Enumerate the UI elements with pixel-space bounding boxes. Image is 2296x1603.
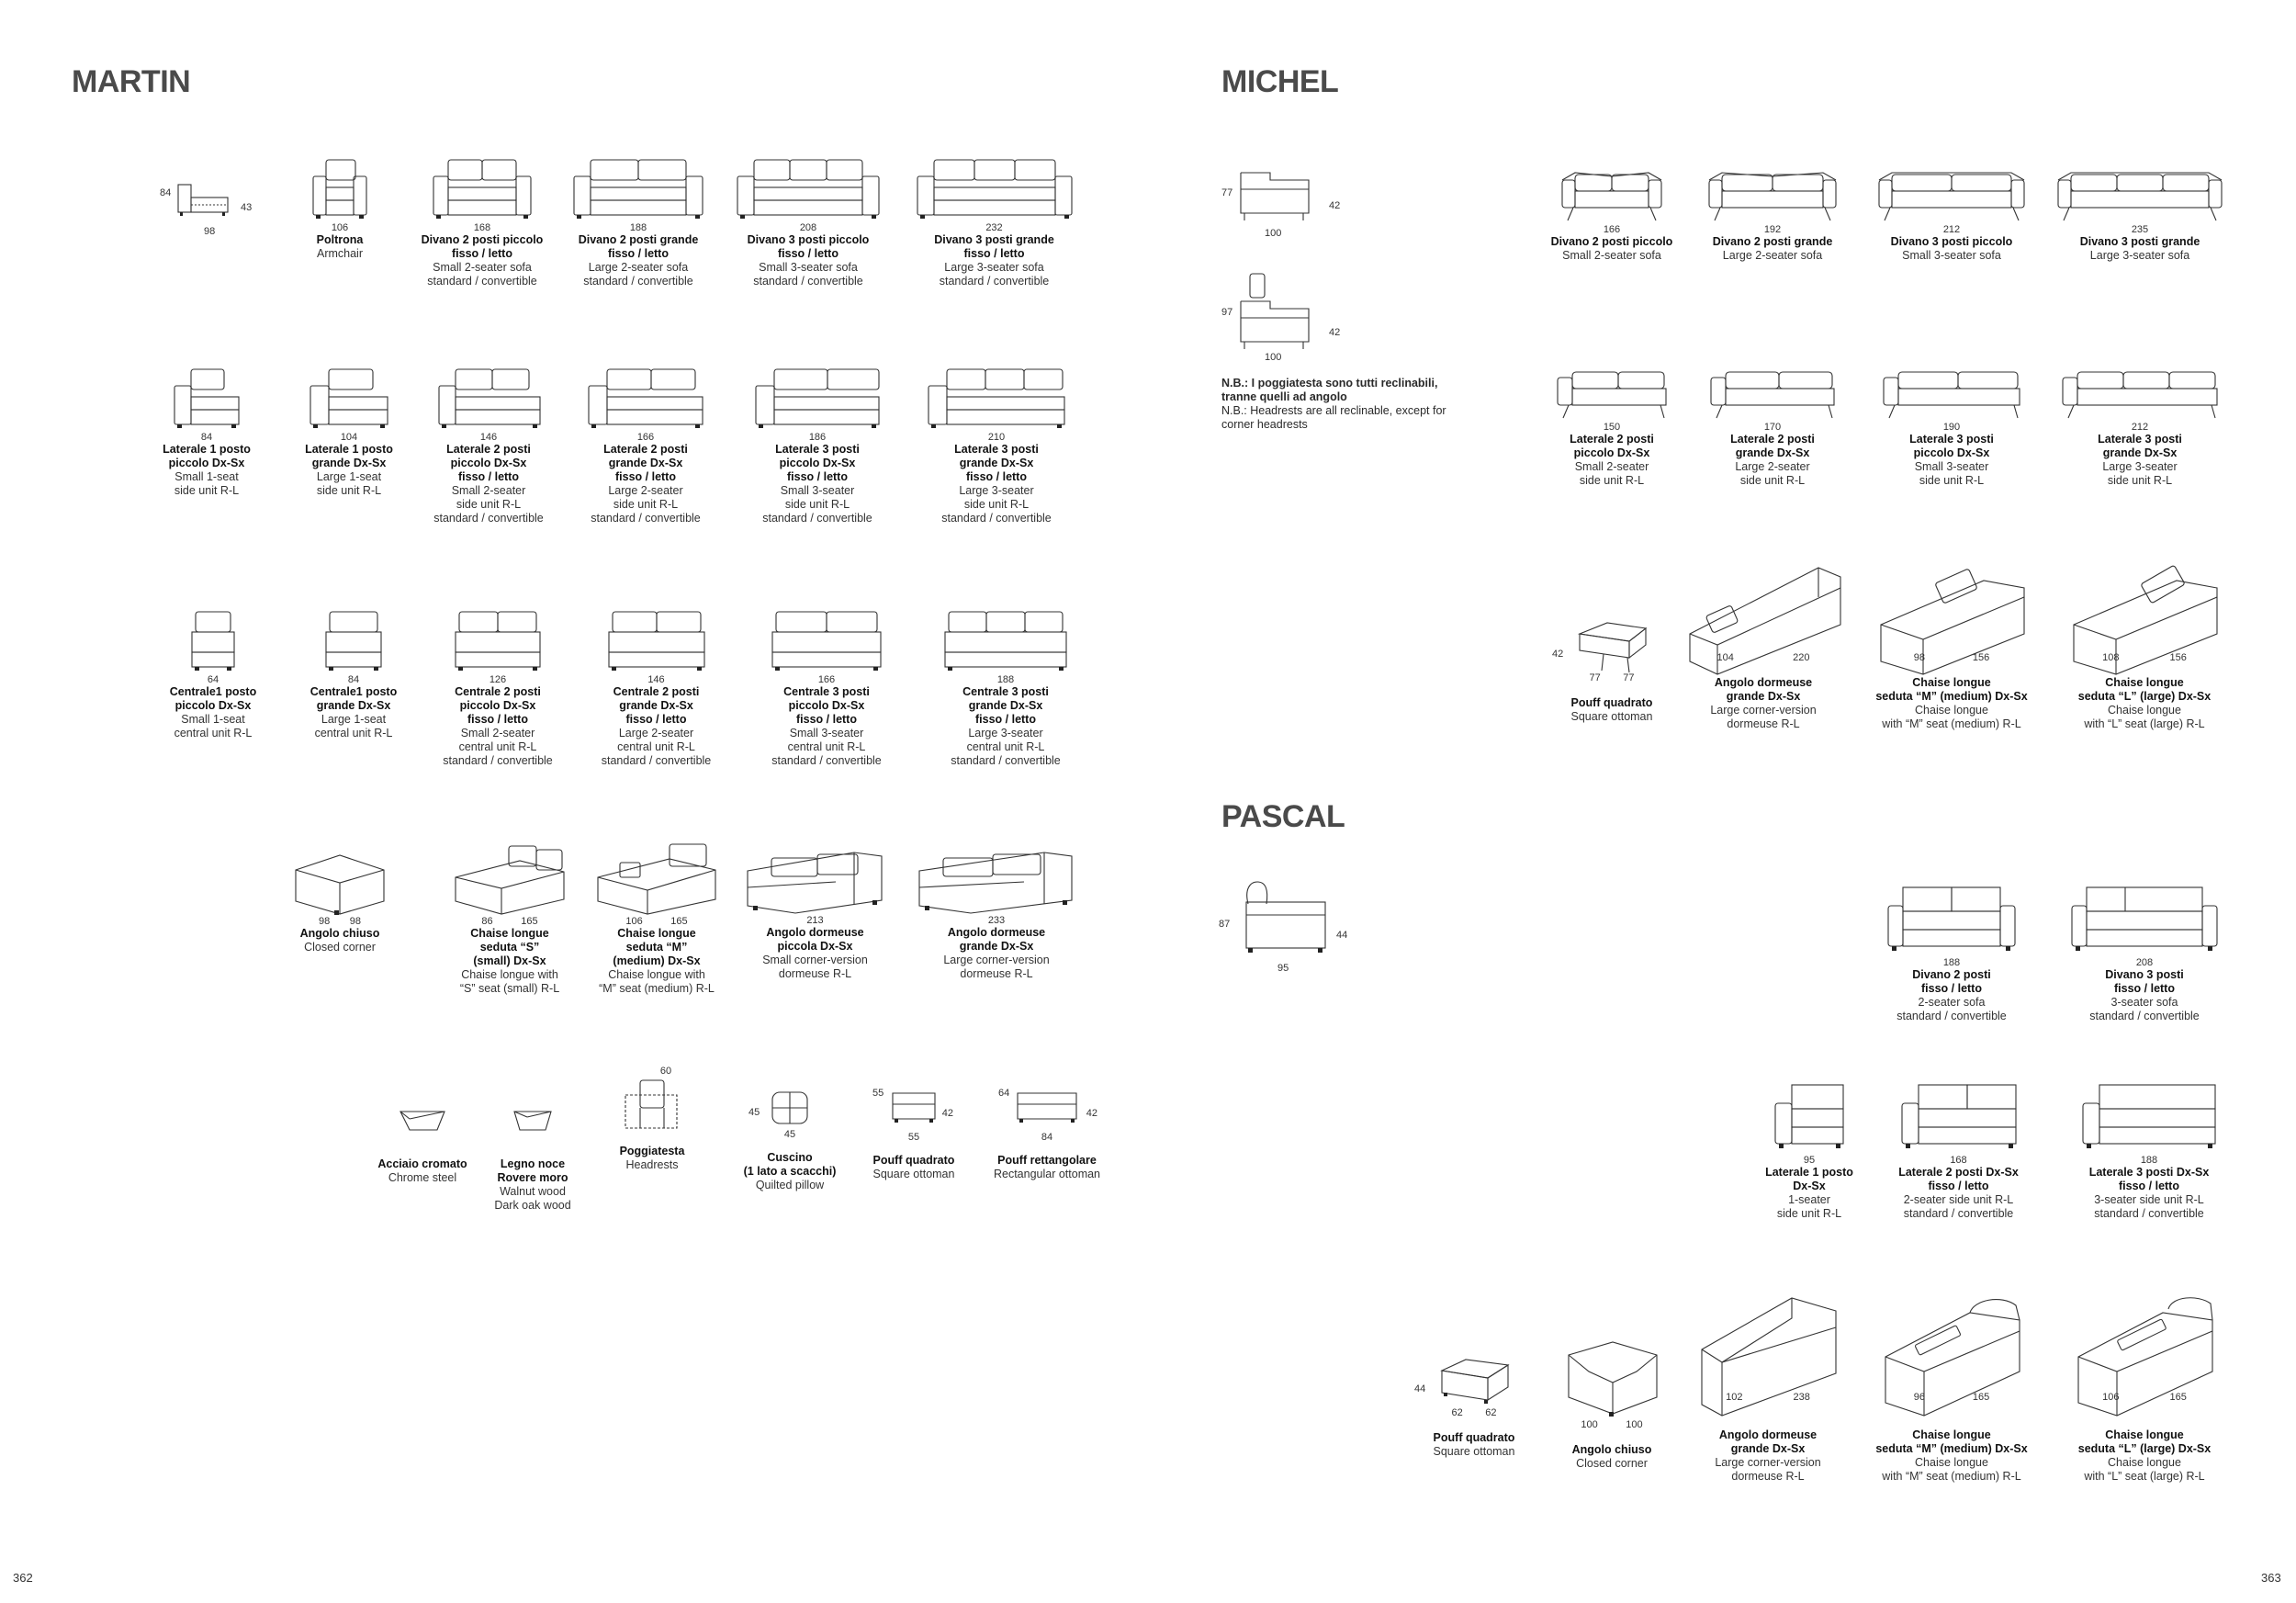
side-unit-icon bbox=[1895, 1079, 2023, 1155]
item-width: 126 bbox=[489, 674, 507, 685]
item-name-it: Angolo dormeuse grande Dx-Sx bbox=[1714, 676, 1813, 703]
dim-height: 87 bbox=[1219, 919, 1231, 930]
item-name-en: Small 3-seater sofa standard / convertible bbox=[753, 261, 863, 288]
item-name-it: Laterale 2 posti grande Dx-Sx fisso / letto bbox=[603, 443, 688, 483]
side-unit-icon bbox=[1705, 363, 1840, 422]
item-width: 64 bbox=[207, 674, 219, 685]
item-name-it: Laterale 2 posti piccolo Dx-Sx fisso / letto bbox=[446, 443, 531, 483]
item-name-en: Square ottoman bbox=[872, 1168, 955, 1180]
item-name-it: Acciaio cromato bbox=[377, 1157, 467, 1170]
pascal-side-2 bbox=[1874, 1079, 2043, 1221]
martin-central-1-small bbox=[158, 608, 268, 740]
item-name-en: Chaise longue with “M” seat (medium) R-L bbox=[1882, 704, 2021, 730]
dim-depth-2: 156 bbox=[2169, 652, 2187, 663]
item-name-it: Divano 3 posti piccolo bbox=[1890, 235, 2013, 248]
item-name-en: 2-seater sofa standard / convertible bbox=[1896, 996, 2007, 1022]
item-name-en: Small 2-seater sofa bbox=[1562, 249, 1661, 262]
foot-icon bbox=[395, 1102, 450, 1139]
michel-sofa-2-large bbox=[1694, 165, 1851, 263]
pascal-square-ottoman bbox=[1414, 1350, 1534, 1459]
item-width: 166 bbox=[1603, 224, 1621, 235]
side-unit-icon bbox=[581, 366, 710, 432]
item-name-it: Pouff quadrato bbox=[1570, 696, 1653, 709]
dim-depth-2: 165 bbox=[670, 916, 688, 927]
michel-chaise-l bbox=[2057, 560, 2232, 731]
item-name-en: Small 2-seater side unit R-L standard / convertible bbox=[433, 484, 544, 525]
side-unit-icon bbox=[2057, 363, 2223, 422]
side-unit-icon bbox=[2076, 1079, 2223, 1155]
side-unit-icon bbox=[1878, 363, 2025, 422]
michel-profile-2 bbox=[1217, 266, 1345, 367]
dim-height: 77 bbox=[1221, 187, 1233, 198]
dim-depth-1: 106 bbox=[625, 916, 643, 927]
item-name-en: Closed corner bbox=[1576, 1457, 1648, 1470]
item-width: 208 bbox=[2135, 957, 2154, 968]
dim-seat-height: 44 bbox=[1336, 930, 1348, 941]
item-width: 212 bbox=[2131, 422, 2149, 433]
item-name-it: Laterale 2 posti grande Dx-Sx bbox=[1730, 433, 1815, 459]
item-name-en: Large corner-version dormeuse R-L bbox=[1715, 1456, 1821, 1483]
pascal-side-3 bbox=[2062, 1079, 2236, 1221]
sofa-3-seat-icon bbox=[2053, 165, 2227, 224]
martin-sofa-3-large bbox=[909, 156, 1079, 288]
headrest-note bbox=[1221, 377, 1460, 432]
corner-unit-icon bbox=[288, 850, 391, 916]
dim-height: 42 bbox=[1086, 1108, 1097, 1119]
central-unit-icon bbox=[940, 608, 1072, 674]
corner-dormeuse-icon bbox=[744, 845, 887, 915]
martin-sofa-3-small bbox=[730, 156, 886, 288]
item-name-it: Divano 3 posti grande fisso / letto bbox=[934, 233, 1054, 260]
michel-side-2-small bbox=[1538, 363, 1685, 488]
item-width: 210 bbox=[987, 432, 1006, 443]
item-name-en: Large 1-seat side unit R-L bbox=[316, 470, 382, 497]
item-width: 235 bbox=[2131, 224, 2149, 235]
dim-depth: 100 bbox=[1265, 352, 1282, 363]
item-width: 150 bbox=[1603, 422, 1621, 433]
item-name-en: Walnut wood Dark oak wood bbox=[494, 1185, 571, 1212]
ottoman-icon bbox=[1433, 1350, 1515, 1411]
item-width: 213 bbox=[806, 915, 824, 926]
item-name-en: 2-seater side unit R-L standard / convertible bbox=[1903, 1193, 2014, 1220]
michel-sofa-3-large bbox=[2043, 165, 2236, 263]
item-width: 186 bbox=[808, 432, 827, 443]
item-width: 84 bbox=[347, 674, 360, 685]
page-number-left: 362 bbox=[13, 1571, 33, 1585]
dim-height: 97 bbox=[1221, 307, 1233, 318]
item-width: 190 bbox=[1942, 422, 1961, 433]
pascal-chaise-l bbox=[2057, 1291, 2232, 1484]
item-name-en: Quilted pillow bbox=[755, 1179, 825, 1191]
dim-depth-1: 104 bbox=[1716, 652, 1734, 663]
sofa-3-seat-icon bbox=[732, 156, 884, 222]
item-name-it: Angolo dormeuse grande Dx-Sx bbox=[1718, 1428, 1818, 1455]
martin-central-2-large bbox=[590, 608, 723, 768]
michel-side-2-large bbox=[1694, 363, 1851, 488]
martin-headrest bbox=[592, 1066, 712, 1172]
dim-depth: 95 bbox=[1277, 963, 1289, 974]
item-name-it: Chaise longue seduta “L” (large) Dx-Sx bbox=[2077, 676, 2212, 703]
item-name-en: Small 2-seater side unit R-L bbox=[1574, 460, 1649, 487]
item-name-en: Chaise longue with “M” seat (medium) R-L bbox=[1882, 1456, 2021, 1483]
item-name-en: Large corner-version dormeuse R-L bbox=[1710, 704, 1817, 730]
item-name-it: Laterale 1 posto grande Dx-Sx bbox=[305, 443, 393, 469]
martin-central-3-large bbox=[928, 608, 1084, 768]
item-name-en: Square ottoman bbox=[1570, 710, 1653, 723]
central-unit-icon bbox=[603, 608, 710, 674]
dim-height: 42 bbox=[941, 1108, 953, 1119]
item-width: 192 bbox=[1763, 224, 1782, 235]
item-width: 168 bbox=[473, 222, 491, 233]
item-name-en: Small 1-seat central unit R-L bbox=[174, 713, 253, 739]
sofa-profile-icon bbox=[176, 179, 231, 220]
item-name-it: Chaise longue seduta “M” (medium) Dx-Sx bbox=[1875, 676, 2028, 703]
dim-seat-height: 43 bbox=[241, 202, 253, 213]
dim-depth: 98 bbox=[204, 226, 216, 237]
dim-depth-1: 98 bbox=[1913, 652, 1925, 663]
corner-dormeuse-icon bbox=[916, 845, 1077, 915]
item-name-en: Small 1-seat side unit R-L bbox=[174, 470, 240, 497]
item-name-it: Laterale 3 posti piccolo Dx-Sx fisso / letto bbox=[775, 443, 860, 483]
martin-chrome-steel-foot bbox=[367, 1102, 478, 1185]
item-name-en: 3-seater side unit R-L standard / convertible bbox=[2094, 1193, 2204, 1220]
martin-side-2-large bbox=[577, 366, 715, 525]
item-name-it: Angolo dormeuse piccola Dx-Sx bbox=[766, 926, 864, 953]
item-name-it: Cuscino (1 lato a scacchi) bbox=[743, 1151, 837, 1178]
item-name-it: Centrale 2 posti piccolo Dx-Sx fisso / letto bbox=[455, 685, 541, 726]
dim-depth-2: 77 bbox=[1623, 672, 1635, 683]
item-name-it: Chaise longue seduta “S” (small) Dx-Sx bbox=[470, 927, 549, 967]
pascal-side-1 bbox=[1745, 1079, 1874, 1221]
item-name-it: Divano 3 posti fisso / letto bbox=[2105, 968, 2184, 995]
martin-side-3-large bbox=[918, 366, 1075, 525]
pascal-sofa-3 bbox=[2057, 882, 2232, 1023]
item-width: 208 bbox=[799, 222, 817, 233]
item-name-en: Small 3-seater sofa bbox=[1902, 249, 2001, 262]
section-title-michel: MICHEL bbox=[1221, 64, 1339, 99]
item-width: 95 bbox=[1803, 1155, 1816, 1166]
item-name-en: Headrests bbox=[625, 1158, 679, 1171]
item-width: 170 bbox=[1763, 422, 1782, 433]
sofa-2-seat-icon bbox=[1557, 165, 1667, 224]
item-name-en: Chrome steel bbox=[388, 1171, 457, 1184]
martin-pillow bbox=[730, 1089, 850, 1192]
item-name-it: Centrale 3 posti piccolo Dx-Sx fisso / letto bbox=[783, 685, 870, 726]
side-unit-icon bbox=[1768, 1079, 1851, 1155]
side-unit-icon bbox=[1552, 363, 1671, 422]
item-name-it: Laterale 3 posti Dx-Sx fisso / letto bbox=[2088, 1166, 2210, 1192]
martin-side-3-small bbox=[744, 366, 891, 525]
pillow-icon bbox=[767, 1089, 813, 1129]
michel-chaise-m bbox=[1864, 560, 2039, 731]
item-name-it: Poltrona bbox=[316, 233, 364, 246]
pascal-closed-corner bbox=[1552, 1337, 1671, 1471]
central-unit-icon bbox=[185, 608, 242, 674]
michel-sofa-3-small bbox=[1864, 165, 2039, 263]
item-name-it: Divano 3 posti piccolo fisso / letto bbox=[747, 233, 870, 260]
michel-side-3-large bbox=[2043, 363, 2236, 488]
corner-unit-icon bbox=[1561, 1337, 1662, 1419]
item-name-en: 3-seater sofa standard / convertible bbox=[2089, 996, 2200, 1022]
dim-width: 84 bbox=[1041, 1132, 1053, 1143]
item-name-it: Chaise longue seduta “M” (medium) Dx-Sx bbox=[613, 927, 701, 967]
item-name-it: Laterale 2 posti Dx-Sx fisso / letto bbox=[1898, 1166, 2019, 1192]
item-name-en: Large 2-seater side unit R-L bbox=[1735, 460, 1810, 487]
item-name-en: Large 2-seater central unit R-L standard / convertible bbox=[601, 727, 712, 767]
martin-sofa-2-large bbox=[565, 156, 712, 288]
dim-depth: 64 bbox=[998, 1088, 1010, 1099]
item-name-en: Chaise longue with “L” seat (large) R-L bbox=[2084, 1456, 2205, 1483]
item-name-it: Laterale 3 posti grande Dx-Sx bbox=[2098, 433, 2182, 459]
item-name-it: Poggiatesta bbox=[619, 1145, 685, 1157]
item-width: 188 bbox=[629, 222, 647, 233]
foot-icon bbox=[507, 1102, 558, 1139]
pascal-sofa-2 bbox=[1874, 882, 2030, 1023]
item-name-it: Divano 3 posti grande bbox=[2079, 235, 2200, 248]
item-width: 188 bbox=[1942, 957, 1961, 968]
martin-wood-foot bbox=[478, 1102, 588, 1213]
item-width: 84 bbox=[200, 432, 213, 443]
sofa-2-seat-icon bbox=[568, 156, 708, 222]
martin-central-2-small bbox=[433, 608, 562, 768]
item-name-en: Chaise longue with “L” seat (large) R-L bbox=[2084, 704, 2205, 730]
item-name-en: Large 3-seater sofa bbox=[2089, 249, 2190, 262]
dim-height: 60 bbox=[659, 1066, 672, 1077]
dim-seat-height: 42 bbox=[1329, 327, 1341, 338]
item-name-it: Centrale 2 posti grande Dx-Sx fisso / letto bbox=[613, 685, 700, 726]
ottoman-icon bbox=[885, 1084, 942, 1132]
michel-profile-1 bbox=[1217, 156, 1345, 239]
item-name-en: Chaise longue with “M” seat (medium) R-L bbox=[599, 968, 715, 995]
item-name-it: Laterale 1 posto Dx-Sx bbox=[1765, 1166, 1853, 1192]
sofa-2-seat-icon bbox=[1704, 165, 1841, 224]
pascal-corner-dormeuse bbox=[1690, 1291, 1846, 1484]
martin-closed-corner bbox=[280, 850, 400, 954]
item-width: 166 bbox=[636, 432, 655, 443]
sofa-3-seat-icon bbox=[2066, 882, 2223, 957]
item-name-en: Large 3-seater side unit R-L bbox=[2102, 460, 2178, 487]
chaise-longue-icon bbox=[450, 841, 569, 916]
dim-depth-2: 220 bbox=[1793, 652, 1810, 663]
dim-height: 45 bbox=[748, 1107, 760, 1118]
item-name-it: Centrale1 posto piccolo Dx-Sx bbox=[169, 685, 257, 712]
martin-side-2-small bbox=[424, 366, 553, 525]
dim-depth: 55 bbox=[872, 1088, 884, 1099]
central-unit-icon bbox=[767, 608, 886, 674]
michel-square-ottoman bbox=[1552, 615, 1671, 724]
dim-depth-2: 100 bbox=[1626, 1419, 1643, 1430]
item-name-it: Angolo chiuso bbox=[299, 927, 380, 940]
item-name-it: Chaise longue seduta “M” (medium) Dx-Sx bbox=[1875, 1428, 2028, 1455]
item-name-en: Closed corner bbox=[304, 941, 376, 954]
sofa-profile-icon bbox=[1237, 162, 1320, 222]
dim-height: 84 bbox=[160, 187, 172, 198]
item-name-it: Pouff quadrato bbox=[872, 1154, 955, 1167]
item-name-it: Pouff rettangolare bbox=[997, 1154, 1097, 1167]
section-title-pascal: PASCAL bbox=[1221, 799, 1345, 834]
item-name-it: Legno noce Rovere moro bbox=[497, 1157, 568, 1184]
item-name-en: Large corner-version dormeuse R-L bbox=[943, 954, 1050, 980]
side-unit-icon bbox=[748, 366, 886, 432]
item-name-it: Divano 2 posti grande fisso / letto bbox=[578, 233, 699, 260]
dim-height: 42 bbox=[1552, 649, 1564, 660]
item-name-it: Centrale1 posto grande Dx-Sx bbox=[310, 685, 398, 712]
item-name-it: Divano 2 posti piccolo fisso / letto bbox=[421, 233, 544, 260]
dim-depth-1: 98 bbox=[319, 916, 331, 927]
martin-corner-dormeuse-large bbox=[914, 845, 1079, 981]
dim-depth: 100 bbox=[1265, 228, 1282, 239]
item-name-en: Small 3-seater side unit R-L bbox=[1914, 460, 1989, 487]
michel-sofa-2-small bbox=[1534, 165, 1690, 263]
side-unit-icon bbox=[921, 366, 1072, 432]
side-unit-icon bbox=[167, 366, 246, 432]
central-unit-icon bbox=[319, 608, 388, 674]
page-number-right: 363 bbox=[2261, 1571, 2281, 1585]
martin-chaise-m bbox=[588, 841, 726, 996]
side-unit-icon bbox=[432, 366, 546, 432]
item-name-en: Armchair bbox=[316, 247, 363, 260]
item-name-it: Divano 2 posti grande bbox=[1712, 235, 1833, 248]
item-width: 106 bbox=[331, 222, 349, 233]
dim-depth-1: 102 bbox=[1726, 1392, 1743, 1403]
martin-side-1-small bbox=[152, 366, 262, 498]
martin-rectangular-ottoman bbox=[987, 1084, 1107, 1181]
sofa-2-seat-icon bbox=[1883, 882, 2020, 957]
dim-width: 45 bbox=[783, 1129, 796, 1140]
pascal-profile bbox=[1217, 873, 1364, 983]
section-title-martin: MARTIN bbox=[72, 64, 191, 99]
dim-depth-1: 62 bbox=[1451, 1407, 1463, 1418]
item-name-en: Large 2-seater side unit R-L standard / convertible bbox=[591, 484, 701, 525]
martin-corner-dormeuse-small bbox=[739, 845, 891, 981]
ottoman-icon bbox=[1570, 615, 1653, 676]
item-name-en: Large 2-seater sofa bbox=[1722, 249, 1823, 262]
item-name-en: Small 2-seater central unit R-L standard / convertible bbox=[443, 727, 553, 767]
michel-side-3-small bbox=[1864, 363, 2039, 488]
dim-depth-2: 62 bbox=[1485, 1407, 1497, 1418]
sofa-3-seat-icon bbox=[912, 156, 1077, 222]
dim-depth-2: 156 bbox=[1972, 652, 1990, 663]
michel-corner-dormeuse bbox=[1676, 560, 1851, 731]
item-name-en: Large 2-seater sofa standard / convertible bbox=[583, 261, 693, 288]
dim-depth-1: 100 bbox=[1581, 1419, 1598, 1430]
item-name-it: Laterale 1 posto piccolo Dx-Sx bbox=[163, 443, 251, 469]
item-width: 233 bbox=[987, 915, 1006, 926]
side-unit-icon bbox=[303, 366, 395, 432]
martin-central-1-large bbox=[294, 608, 413, 740]
dim-depth-1: 106 bbox=[2102, 1392, 2120, 1403]
ottoman-icon bbox=[1010, 1084, 1084, 1132]
note-it: N.B.: I poggiatesta sono tutti reclinabili, tranne quelli ad angolo bbox=[1221, 377, 1438, 403]
item-name-it: Divano 2 posti fisso / letto bbox=[1912, 968, 1991, 995]
dim-depth-2: 165 bbox=[1972, 1392, 1990, 1403]
item-width: 146 bbox=[647, 674, 665, 685]
item-width: 232 bbox=[985, 222, 1003, 233]
item-name-it: Laterale 3 posti piccolo Dx-Sx bbox=[1909, 433, 1994, 459]
item-name-en: Large 3-seater sofa standard / convertible bbox=[939, 261, 1050, 288]
dim-depth-1: 96 bbox=[1913, 1392, 1925, 1403]
dim-width: 55 bbox=[907, 1132, 920, 1143]
armchair-icon bbox=[308, 156, 372, 222]
chaise-longue-icon bbox=[592, 841, 721, 916]
dim-depth-1: 86 bbox=[481, 916, 493, 927]
sofa-profile-icon bbox=[1239, 878, 1331, 957]
item-name-en: Small corner-version dormeuse R-L bbox=[762, 954, 868, 980]
central-unit-icon bbox=[450, 608, 546, 674]
item-name-en: 1-seater side unit R-L bbox=[1776, 1193, 1842, 1220]
dim-depth-1: 77 bbox=[1589, 672, 1601, 683]
sofa-profile-icon bbox=[1237, 270, 1320, 351]
pascal-chaise-m bbox=[1864, 1291, 2039, 1484]
item-name-en: Small 3-seater side unit R-L standard / convertible bbox=[762, 484, 872, 525]
item-name-it: Laterale 2 posti piccolo Dx-Sx bbox=[1570, 433, 1654, 459]
dim-depth-2: 238 bbox=[1793, 1392, 1810, 1403]
martin-armchair bbox=[276, 156, 404, 261]
martin-square-ottoman bbox=[854, 1084, 974, 1181]
item-name-en: Large 3-seater side unit R-L standard / convertible bbox=[941, 484, 1052, 525]
dim-depth-2: 165 bbox=[2169, 1392, 2187, 1403]
item-name-it: Angolo chiuso bbox=[1571, 1443, 1652, 1456]
item-name-en: Chaise longue with “S” seat (small) R-L bbox=[459, 968, 560, 995]
item-width: 146 bbox=[479, 432, 498, 443]
dim-height: 44 bbox=[1414, 1383, 1426, 1394]
martin-chaise-s bbox=[441, 841, 579, 996]
item-name-it: Laterale 3 posti grande Dx-Sx fisso / letto bbox=[954, 443, 1039, 483]
dim-depth-2: 165 bbox=[521, 916, 538, 927]
dim-depth-2: 98 bbox=[349, 916, 361, 927]
headrest-icon bbox=[620, 1077, 684, 1134]
martin-sofa-2-small bbox=[409, 156, 556, 288]
item-name-en: Large 3-seater central unit R-L standard / convertible bbox=[951, 727, 1061, 767]
item-width: 104 bbox=[340, 432, 358, 443]
item-name-en: Small 3-seater central unit R-L standard / convertible bbox=[771, 727, 882, 767]
item-name-en: Square ottoman bbox=[1433, 1445, 1515, 1458]
item-width: 166 bbox=[817, 674, 836, 685]
item-width: 168 bbox=[1950, 1155, 1967, 1166]
sofa-2-seat-icon bbox=[428, 156, 536, 222]
dim-depth-1: 108 bbox=[2102, 652, 2120, 663]
item-width: 188 bbox=[2140, 1155, 2158, 1166]
martin-central-3-small bbox=[753, 608, 900, 768]
item-name-it: Pouff quadrato bbox=[1433, 1431, 1515, 1444]
item-name-en: Large 1-seat central unit R-L bbox=[314, 713, 393, 739]
item-width: 188 bbox=[996, 674, 1015, 685]
martin-side-1-large bbox=[289, 366, 409, 498]
item-name-en: Rectangular ottoman bbox=[993, 1168, 1101, 1180]
item-name-en: Small 2-seater sofa standard / convertible bbox=[427, 261, 537, 288]
sofa-3-seat-icon bbox=[1874, 165, 2030, 224]
item-width: 212 bbox=[1942, 224, 1961, 235]
item-name-it: Chaise longue seduta “L” (large) Dx-Sx bbox=[2077, 1428, 2212, 1455]
item-name-it: Divano 2 posti piccolo bbox=[1550, 235, 1673, 248]
dim-seat-height: 42 bbox=[1329, 200, 1341, 211]
item-name-it: Centrale 3 posti grande Dx-Sx fisso / letto bbox=[962, 685, 1049, 726]
item-name-it: Angolo dormeuse grande Dx-Sx bbox=[947, 926, 1046, 953]
note-en: N.B.: Headrests are all reclinable, except for corner headrests bbox=[1221, 404, 1446, 431]
